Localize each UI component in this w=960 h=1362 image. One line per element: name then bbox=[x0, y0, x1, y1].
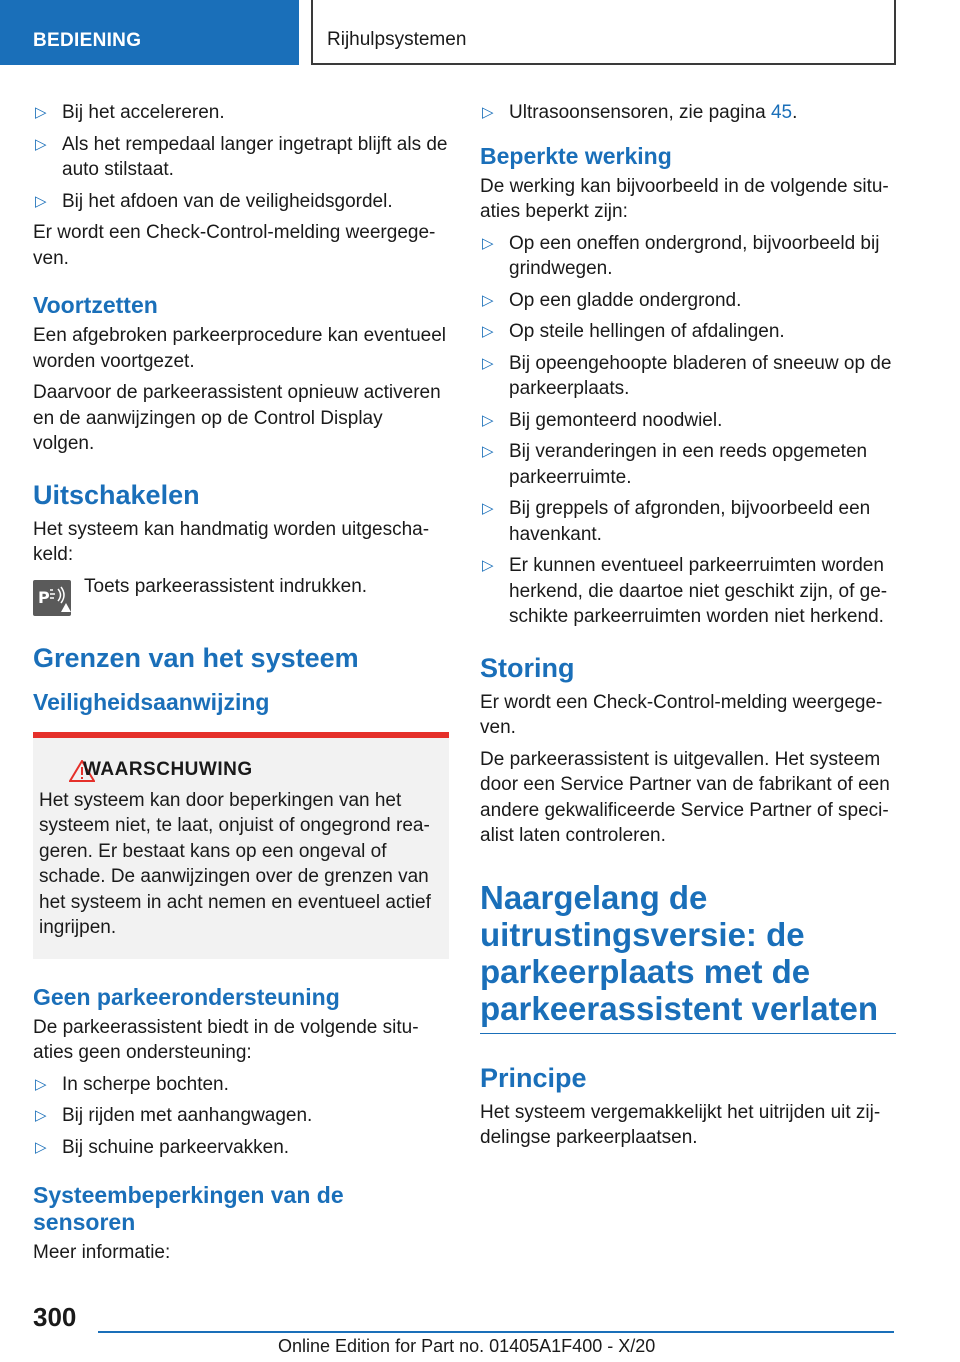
heading-storing: Storing bbox=[480, 652, 575, 683]
triangle-bullet-icon: ▷ bbox=[35, 192, 47, 210]
list-item: ▷ Bij opeengehoopte bladeren of sneeuw op de parkeerplaats. bbox=[482, 352, 892, 399]
triangle-bullet-icon: ▷ bbox=[482, 234, 494, 252]
list-item: ▷ Ultrasoonsensoren, zie pagina 45. bbox=[480, 100, 896, 126]
warning-box bbox=[33, 732, 449, 959]
triangle-bullet-icon: ▷ bbox=[482, 557, 494, 574]
heading-beperkte-werking: Beperkte werking bbox=[480, 142, 672, 169]
heading-veiligheidsaanwijzing: Veiligheidsaanwijzing bbox=[33, 688, 270, 715]
paragraph: Het systeem kan handmatig worden uitgeschakeld: bbox=[33, 518, 430, 565]
triangle-bullet-icon: ▷ bbox=[482, 104, 494, 121]
paragraph: De parkeerassistent is uitgevallen. Het systeem door een Service Partner van de fabrikant of een andere gekwalificeerde Service Partner of specialist laten controleren. bbox=[480, 748, 890, 846]
heading-naargelang: Naargelang de uitrustingsversie: de parkeerplaats met de parkeerassistent verlaten bbox=[480, 879, 896, 1034]
bullet-list-triggers bbox=[33, 100, 449, 214]
heading-systeembeperkingen: Systeembeperkingen van de sensoren bbox=[33, 1182, 344, 1235]
triangle-bullet-icon: ▷ bbox=[35, 1075, 47, 1093]
triangle-bullet-icon: ▷ bbox=[482, 354, 494, 372]
list-item: ▷ In scherpe bochten. bbox=[33, 1072, 449, 1098]
bullet-list-limitations bbox=[480, 231, 896, 630]
bullet-list-no-support bbox=[33, 1072, 449, 1161]
heading-grenzen: Grenzen van het systeem bbox=[33, 642, 359, 673]
heading-voortzetten: Voortzetten bbox=[33, 292, 158, 318]
paragraph: Er wordt een Check-Control-melding weergegeven. bbox=[480, 691, 883, 738]
list-item: ▷ Bij gemonteerd noodwiel. bbox=[480, 408, 896, 434]
left-column bbox=[33, 100, 449, 1272]
chapter-title: Rijhulpsystemen bbox=[327, 29, 467, 50]
list-item: ▷ Bij rijden met aanhangwagen. bbox=[33, 1103, 449, 1129]
parking-assistant-button-icon bbox=[33, 580, 71, 616]
paragraph: Er wordt een Check-Control-melding weergegeven. bbox=[33, 222, 436, 269]
triangle-bullet-icon: ▷ bbox=[482, 411, 494, 429]
heading-principe: Principe bbox=[480, 1062, 587, 1093]
triangle-bullet-icon: ▷ bbox=[482, 500, 494, 517]
list-item: ▷ Op een gladde ondergrond. bbox=[480, 288, 896, 314]
list-item: ▷ Bij het afdoen van de veiligheidsgordel. bbox=[33, 189, 449, 215]
section-tab bbox=[0, 0, 299, 65]
list-item: ▷ Bij het accelereren. bbox=[33, 100, 449, 126]
page-number: 300 bbox=[33, 1302, 77, 1332]
page-link[interactable]: 45 bbox=[770, 102, 793, 123]
right-column bbox=[480, 100, 896, 1157]
warning-title: WAARSCHUWING bbox=[83, 758, 253, 780]
svg-text:P: P bbox=[38, 587, 50, 607]
bullet-list-sensors bbox=[480, 100, 896, 126]
section-title: BEDIENING bbox=[33, 30, 142, 51]
paragraph: Meer informatie: bbox=[33, 1242, 171, 1263]
list-item: ▷ Bij veranderingen in een reeds opgemeten parkeerruimte. bbox=[482, 441, 868, 488]
triangle-bullet-icon: ▷ bbox=[35, 1138, 47, 1156]
warning-header bbox=[39, 758, 441, 784]
paragraph: De werking kan bijvoorbeeld in de volgende situaties beperkt zijn: bbox=[480, 175, 889, 222]
warning-text: Het systeem kan door beperkingen van het systeem niet, te laat, onjuist of ongegrond reageren. Er bestaat kans op een ongeval of schade. De aanwijzingen over de grenzen van het systeem in acht nemen en eventueel actief ingrijpen. bbox=[39, 789, 431, 938]
footer-edition: Online Edition for Part no. 01405A1F400 - X/20 bbox=[278, 1336, 656, 1356]
triangle-bullet-icon: ▷ bbox=[482, 323, 494, 340]
list-item: ▷ Bij greppels of afgronden, bijvoorbeeld een havenkant. bbox=[482, 498, 871, 545]
triangle-bullet-icon: ▷ bbox=[35, 1107, 47, 1124]
heading-uitschakelen: Uitschakelen bbox=[33, 479, 200, 510]
paragraph: De parkeerassistent biedt in de volgende situaties geen ondersteuning: bbox=[33, 1016, 419, 1063]
paragraph: Een afgebroken parkeerprocedure kan eventueel worden voortgezet. bbox=[33, 325, 447, 372]
paragraph: Daarvoor de parkeerassistent opnieuw activeren en de aanwijzingen op de Control Display volgen. bbox=[33, 382, 441, 454]
triangle-bullet-icon: ▷ bbox=[482, 291, 494, 309]
triangle-bullet-icon: ▷ bbox=[35, 104, 47, 121]
list-item: ▷ Op een oneffen ondergrond, bijvoorbeeld bij grindwegen. bbox=[482, 232, 880, 279]
chapter-tab bbox=[311, 0, 896, 65]
list-item: ▷ Bij schuine parkeervakken. bbox=[33, 1135, 449, 1161]
list-item: ▷ Er kunnen eventueel parkeerruimten worden herkend, die daartoe niet geschikt zijn, of geschikte parkeerruimten worden niet herkend. bbox=[482, 555, 888, 627]
footer-divider bbox=[98, 1331, 894, 1333]
triangle-bullet-icon: ▷ bbox=[482, 443, 494, 460]
button-instruction bbox=[33, 574, 449, 620]
list-item: ▷ Op steile hellingen of afdalingen. bbox=[480, 319, 896, 345]
paragraph: Het systeem vergemakkelijkt het uitrijden uit zijdelingse parkeerplaatsen. bbox=[480, 1101, 881, 1148]
list-item: ▷ Als het rempedaal langer ingetrapt blijft als de auto stilstaat. bbox=[35, 133, 448, 180]
heading-geen-parkeerondersteuning: Geen parkeerondersteuning bbox=[33, 983, 340, 1010]
triangle-bullet-icon: ▷ bbox=[35, 135, 47, 153]
button-instruction-text: Toets parkeerassistent indrukken. bbox=[84, 575, 368, 597]
